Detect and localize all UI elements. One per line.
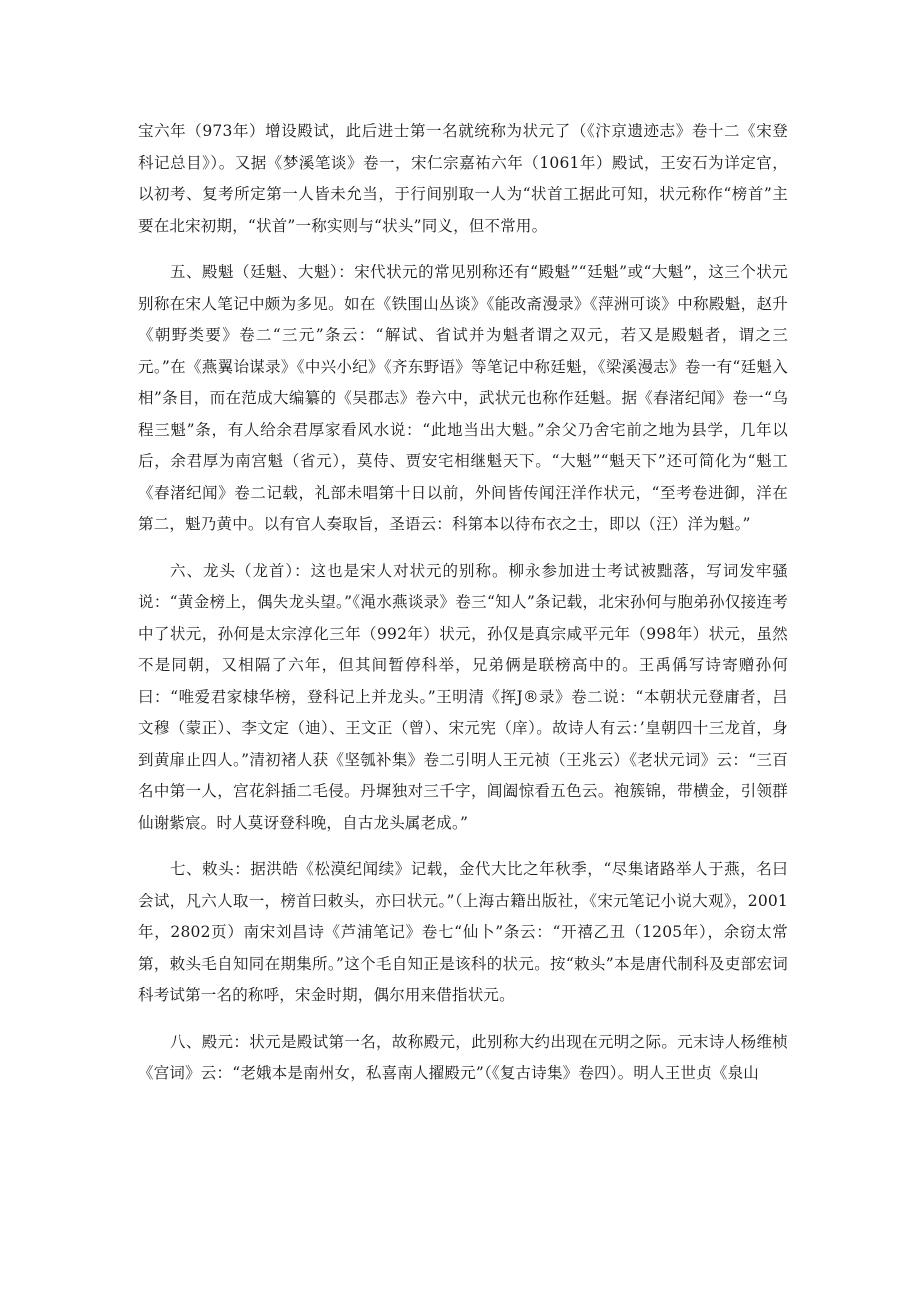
paragraph-continuation: 宝六年（973年）增设殿试，此后进士第一名就统称为状元了（《汴京遗迹志》卷十二《宋登科记总目》）。又据《梦溪笔谈》卷一，宋仁宗嘉祐六年（1061年）殿试，王安石为详定官，以初考、复考所定第一人皆未允当，于行间别取一人为“状首工据此可知，状元称作“榜首”主要在北宋初期，“状首”一称实则与“状头”同义，但不常用。 bbox=[138, 122, 788, 235]
body-text bbox=[138, 116, 788, 1090]
paragraph-dian-yuan: 八、殿元：状元是殿试第一名，故称殿元，此别称大约出现在元明之际。元末诗人杨维桢《宫词》云：“老娥本是南州女，私喜南人擢殿元”（《复古诗集》卷四）。明人王世贞《泉山 bbox=[138, 1032, 788, 1082]
paragraph-long-tou: 六、龙头（龙首）：这也是宋人对状元的别称。柳永参加进士考试被黜落，写词发牢骚说：“黄金榜上，偶失龙头望。”《渑水燕谈录》卷三“知人”条记载，北宋孙何与胞弟孙仅接连考中了状元，孙何是太宗淳化三年（992年）状元，孙仅是真宗咸平元年（998年）状元，虽然不是同朝，又相隔了六年，但其间暂停科举，兄弟俩是联榜高中的。王禹偁写诗寄赠孙何曰：“唯爱君家棣华榜，登科记上并龙头。”王明清《挥J®录》卷二说：“本朝状元登庸者，吕文穆（蒙正）、李文定（迪）、王文正（曾）、宋元宪（庠）。故诗人有云：’皇朝四十三龙首，身到黄扉止四人。”清初褚人获《坚瓠补集》卷二引明人王元祯（王兆云）《老状元词》云：“三百名中第一人，宫花斜插二毛侵。丹墀独对三千字，阊阖惊看五色云。袍簇锦，带横金，引领群仙谢紫宸。时人莫讶登科晚，自古龙头属老成。” bbox=[138, 561, 788, 832]
paragraph-chi-tou: 七、敕头：据洪皓《松漠纪闻续》记载，金代大比之年秋季，“尽集诸路举人于燕，名曰会试，凡六人取一，榜首曰敕头，亦曰状元。”（上海古籍出版社，《宋元笔记小说大观》，2001年，2802页）南宋刘昌诗《芦浦笔记》卷七“仙卜”条云：“开禧乙丑（1205年），余窃太常第，敕头毛自知同在期集所。”这个毛自知正是该科的状元。按“敕头”本是唐代制科及吏部宏词科考试第一名的称呼，宋金时期，偶尔用来借指状元。 bbox=[138, 860, 788, 1004]
paragraph-dian-kui: 五、殿魁（廷魁、大魁）：宋代状元的常见别称还有“殿魁”“廷魁”或“大魁”，这三个状元别称在宋人笔记中颇为多见。如在《铁围山丛谈》《能改斋漫录》《萍洲可谈》中称殿魁，赵升《朝野类要》卷二“三元”条云：“解试、省试并为魁者谓之双元，若又是殿魁者，谓之三元。”在《燕翼诒谋录》《中兴小纪》《齐东野语》等笔记中称廷魁，《梁溪漫志》卷一有“廷魁入相”条目，而在范成大编纂的《吴郡志》卷六中，武状元也称作廷魁。据《春渚纪闻》卷一“乌程三魁”条，有人给余君厚家看风水说：“此地当出大魁。”余父乃舍宅前之地为县学，几年以后，余君厚为南宫魁（省元），莫侍、贾安宅相继魁天下。“大魁”“魁天下”还可简化为“魁工《春渚纪闻》卷二记载，礼部未唱第十日以前，外间皆传闻汪洋作状元，“至考卷进御，洋在第二，魁乃黄中。以有官人奏取旨，圣语云：科第本以待布衣之士，即以（汪）洋为魁。” bbox=[138, 263, 788, 533]
